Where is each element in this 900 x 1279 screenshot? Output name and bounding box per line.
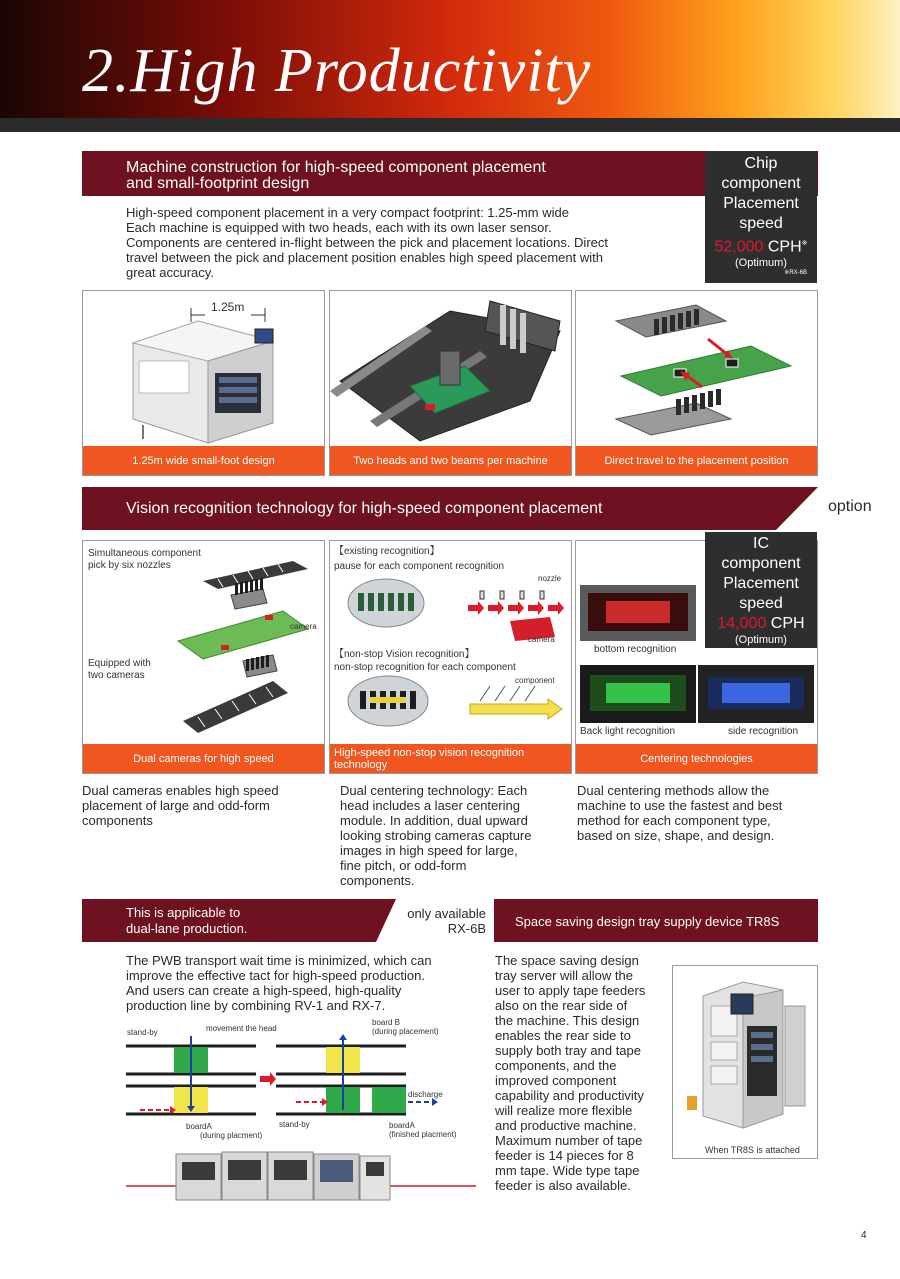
- page-number: 4: [861, 1230, 867, 1241]
- panel-two-heads: [329, 290, 572, 476]
- desc-line: machine to use the fastest and best: [577, 798, 783, 813]
- speed-optimum: (Optimum): [735, 257, 787, 270]
- ic-speed-optimum: (Optimum): [735, 634, 787, 646]
- section4-title-bar: [494, 899, 818, 942]
- section3-title-line1: This is applicable to: [126, 905, 241, 920]
- boardB-label: board B: [372, 1018, 401, 1027]
- pick-label-line1: Simultaneous component: [88, 548, 201, 559]
- speed-value: 52,000: [714, 238, 764, 256]
- side-recognition-label: side recognition: [728, 726, 799, 737]
- panel-machine-caption: 1.25m wide small-foot design: [83, 446, 324, 476]
- option-label: option: [828, 498, 872, 515]
- boardA2-label: boardA: [389, 1121, 415, 1130]
- panel-nonstop-vision: [329, 540, 572, 774]
- section3-body-line: And users can create a high-speed, high-quality: [126, 983, 402, 998]
- section4-body-line: tray server will allow the: [495, 968, 633, 983]
- speed-label-line4: speed: [739, 215, 783, 232]
- finished-label: (finished placment): [389, 1130, 457, 1139]
- panel-machine-footprint: [82, 290, 325, 476]
- during-placment-label: (during placment): [200, 1131, 263, 1140]
- existing-desc: pause for each component recognition: [334, 561, 505, 572]
- desc-line: module. In addition, dual upward: [340, 813, 528, 828]
- section4-body: [495, 953, 670, 1193]
- ic-speed-value-row: [705, 614, 817, 634]
- nonstop-desc: non-stop recognition for each component: [334, 662, 516, 673]
- tr8s-photo-frame: [672, 965, 818, 1159]
- section1-body-line: Components are centered in-flight between the pick and placement locations. Direct: [126, 235, 608, 250]
- panel-travel-caption: Direct travel to the placement position: [576, 446, 817, 476]
- section4-body-line: capability and productivity: [495, 1088, 644, 1103]
- section1-body: [126, 205, 706, 280]
- section3-body-line: improve the effective tact for high-speed production.: [126, 968, 425, 983]
- panel-nonstop-caption: [330, 744, 571, 774]
- standby-label: stand-by: [127, 1028, 158, 1037]
- section4-body-line: The space saving design: [495, 953, 639, 968]
- panel-centering-caption: Centering technologies: [576, 744, 817, 774]
- speed-label-line3: Placement: [723, 195, 799, 212]
- section2-title: Vision recognition technology for high-speed component placement: [126, 500, 603, 517]
- section4-body-line: the machine. This design: [495, 1013, 640, 1028]
- section4-body-line: feeder is 14 pieces for 8: [495, 1148, 634, 1163]
- dual-camera-illustration: [83, 541, 324, 741]
- section3-body: [126, 953, 486, 1013]
- desc-line: Dual centering technology: Each: [340, 783, 528, 798]
- section4-body-line: feeder is also available.: [495, 1178, 631, 1193]
- bottom-recognition-label: bottom recognition: [594, 644, 677, 655]
- speed-label-line2: component: [721, 175, 801, 192]
- speed-note: ※RX-6B: [784, 270, 807, 277]
- section2-title-bar: [82, 487, 818, 530]
- panel-direct-travel: [575, 290, 818, 476]
- badge-line1: only available: [407, 906, 486, 921]
- section3-title-line2: dual-lane production.: [126, 921, 248, 936]
- section4-body-line: improved component: [495, 1073, 617, 1088]
- page-title: 2.High Productivity: [82, 37, 592, 105]
- dual-centering-desc: [340, 783, 572, 888]
- section1-title-line2: and small-footprint design: [126, 175, 310, 192]
- desc-line: looking strobing cameras capture: [340, 828, 532, 843]
- heads-illustration: [330, 291, 571, 446]
- nonstop-title: 【non-stop Vision recognition】: [334, 649, 475, 660]
- desc-line: based on size, shape, and design.: [577, 828, 775, 843]
- panel-heads-caption: Two heads and two beams per machine: [330, 446, 571, 476]
- nozzle-label: nozzle: [538, 574, 562, 583]
- nonstop-caption-line1: High-speed non-stop vision recognition: [334, 747, 525, 759]
- speed-label-line1: Chip: [744, 155, 778, 172]
- section4-body-line: Maximum number of tape: [495, 1133, 643, 1148]
- machine-illustration: [83, 291, 324, 446]
- cameras-label-line1: Equipped with: [88, 658, 151, 669]
- discharge-label: discharge: [408, 1090, 443, 1099]
- desc-line: images in high speed for large,: [340, 843, 518, 858]
- ic-speed-line2: component: [721, 555, 801, 572]
- ic-speed-box: [705, 532, 817, 648]
- panel-dual-cameras-caption: Dual cameras for high speed: [83, 744, 324, 774]
- tr8s-photo-caption: When TR8S is attached: [705, 1145, 800, 1155]
- desc-line: Dual cameras enables high speed: [82, 783, 279, 798]
- section4-body-line: mm tape. Wide type tape: [495, 1163, 640, 1178]
- camera-label: camera: [290, 622, 317, 631]
- section1-body-line: Each machine is equipped with two heads, each with its own laser sensor.: [126, 220, 552, 235]
- desc-line: components.: [340, 873, 415, 888]
- ic-speed-value: 14,000: [717, 615, 767, 632]
- ic-speed-unit: CPH: [770, 615, 805, 632]
- page-header: [0, 0, 900, 132]
- ic-speed-line3: Placement: [723, 575, 799, 592]
- section4-body-line: enables the rear side to: [495, 1028, 631, 1043]
- section4-body-line: supply both tray and tape: [495, 1043, 641, 1058]
- section1-body-line: High-speed component placement in a very compact footprint: 1.25-mm wide: [126, 205, 569, 220]
- dual-cameras-desc: [82, 783, 322, 828]
- production-line-photo: [126, 1146, 476, 1206]
- movement-label: movement the head: [206, 1024, 277, 1033]
- desc-line: components: [82, 813, 153, 828]
- section4-body-line: components, and the: [495, 1058, 617, 1073]
- pick-label-line2: pick by six nozzles: [88, 560, 171, 571]
- section4-body-line: also on the rear side of: [495, 998, 628, 1013]
- section1-body-line: travel between the pick and placement position enables high speed placement with: [126, 250, 603, 265]
- cameras-label-line2: two cameras: [88, 670, 145, 681]
- panel-dual-cameras: [82, 540, 325, 774]
- camera-label-2: camera: [528, 635, 555, 644]
- backlight-recognition-label: Back light recognition: [580, 726, 676, 737]
- availability-badge: [392, 906, 486, 936]
- section4-body-line: and productive machine.: [495, 1118, 637, 1133]
- component-label: component: [515, 676, 555, 685]
- desc-line: method for each component type,: [577, 813, 771, 828]
- ic-speed-line1: IC: [753, 535, 769, 552]
- speed-mark: ※: [801, 240, 808, 247]
- existing-title: 【existing recognition】: [334, 546, 440, 557]
- speed-unit: CPH: [767, 238, 802, 256]
- section4-body-line: will realize more flexible: [495, 1103, 633, 1118]
- desc-line: Dual centering methods allow the: [577, 783, 770, 798]
- section3-body-line: production line by combining RV-1 and RX-7.: [126, 998, 386, 1013]
- desc-line: head includes a laser centering: [340, 798, 520, 813]
- footprint-dimension: 1.25m: [211, 300, 245, 314]
- section4-title: Space saving design tray supply device TR8S: [515, 914, 780, 929]
- centering-methods-desc: [577, 783, 820, 843]
- standby2-label: stand-by: [279, 1120, 310, 1129]
- direct-travel-illustration: [576, 291, 817, 446]
- section3-body-line: The PWB transport wait time is minimized, which can: [126, 953, 432, 968]
- desc-line: fine pitch, or odd-form: [340, 858, 467, 873]
- section4-body-line: user to apply tape feeders: [495, 983, 646, 998]
- ic-speed-line4: speed: [739, 595, 783, 612]
- badge-line2: RX-6B: [447, 921, 486, 936]
- boardA-label: boardA: [186, 1122, 212, 1131]
- desc-line: placement of large and odd-form: [82, 798, 270, 813]
- tr8s-machine-photo: [673, 966, 817, 1136]
- speed-value-row: [705, 234, 817, 257]
- section1-title-line1: Machine construction for high-speed component placement: [126, 159, 546, 176]
- nonstop-caption-line2: technology: [334, 759, 388, 771]
- section1-body-line: great accuracy.: [126, 265, 214, 280]
- chip-speed-box: [705, 151, 817, 283]
- during-placement-label: (during placement): [372, 1027, 439, 1036]
